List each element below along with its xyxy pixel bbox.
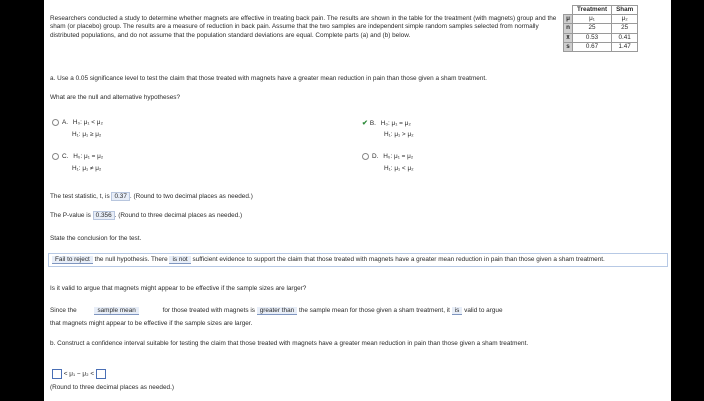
data-table — [563, 5, 638, 52]
alt-hypothesis: H₁: μ₁ < μ₂ — [384, 165, 414, 172]
part-a-question: a. Use a 0.05 significance level to test the claim that those treated with magnets have a greater mean reduction in pain than those given a sham treatment. — [50, 75, 487, 82]
checkmark-icon: ✔ — [362, 120, 368, 127]
cell: 25 — [612, 24, 638, 33]
row-label: n — [564, 24, 573, 33]
cell: 0.67 — [573, 42, 612, 51]
header-sham: Sham — [612, 6, 638, 15]
part-b-question: b. Construct a confidence interval suitable for testing the claim that those treated with magnets have a greater mean reduction in pain than those given a sham treatment. — [50, 340, 529, 347]
since-statement-end: that magnets might appear to be effective if the sample sizes are larger. — [50, 320, 253, 327]
radio-button[interactable] — [362, 153, 369, 160]
null-hypothesis: H₀: μ₁ = μ₂ — [380, 120, 411, 127]
test-statistic-line: The test statistic, t, is 0.37 . (Round to two decimal places as needed.) — [50, 193, 253, 200]
row-label: μ — [564, 15, 573, 24]
option-c[interactable]: C. H₀: μ₁ = μ₂ — [52, 153, 103, 162]
header-treatment: Treatment — [573, 6, 612, 15]
table-row — [564, 24, 638, 33]
cell: 1.47 — [612, 42, 638, 51]
alt-hypothesis: H₁: μ₁ ≠ μ₂ — [72, 165, 102, 172]
row-label: x̄ — [564, 33, 573, 42]
cell: μ₂ — [612, 15, 638, 24]
confidence-interval — [52, 369, 106, 379]
hypotheses-question: What are the null and alternative hypotheses? — [50, 94, 181, 101]
comparison-dropdown[interactable]: greater than — [257, 307, 297, 315]
cell: 0.41 — [612, 33, 638, 42]
cell: 0.53 — [573, 33, 612, 42]
validity-dropdown[interactable]: is — [452, 307, 463, 315]
radio-button[interactable] — [52, 119, 59, 126]
null-hypothesis: H₀: μ₁ < μ₂ — [72, 119, 103, 127]
row-label: s — [564, 42, 573, 51]
cell: μ₁ — [573, 15, 612, 24]
test-statistic-answer[interactable]: 0.37 — [111, 192, 129, 201]
table-row — [564, 15, 638, 24]
table-row — [564, 42, 638, 51]
conclusion-box: Fail to reject the null hypothesis. There is not sufficient evidence to support the claim that those treated with magnets have a greater mean reduction in pain than those given a sham treatment. — [48, 253, 668, 267]
interval-middle: < μ₁ − μ₂ < — [63, 370, 95, 378]
p-value-line: The P-value is 0.356 . (Round to three decimal places as needed.) — [50, 212, 243, 219]
statistic-dropdown[interactable]: sample mean — [94, 307, 138, 315]
option-b[interactable]: ✔ B. H₀: μ₁ = μ₂ — [362, 120, 411, 127]
rounding-note: (Round to three decimal places as needed.) — [50, 384, 174, 391]
null-hypothesis: H₀: μ₁ = μ₂ — [73, 153, 104, 161]
upper-bound-input[interactable] — [96, 369, 106, 379]
null-hypothesis: H₀: μ₁ = μ₂ — [383, 153, 414, 161]
lower-bound-input[interactable] — [52, 369, 62, 379]
validity-question: Is it valid to argue that magnets might appear to be effective if the sample sizes are larger? — [50, 285, 307, 292]
evidence-dropdown[interactable]: is not — [169, 256, 190, 264]
alt-hypothesis: H₁: μ₁ > μ₂ — [384, 131, 414, 138]
problem-intro: Researchers conducted a study to determine whether magnets are effective in treating back pain. The results are shown in the table for the treatment (with magnets) group and the sham (or placebo) group. The results are a measure of reduction in back pain. Assume that the two samples are independent simple random samples selected from normally distributed populations, and do not assume that the population standard deviations are equal. Complete parts (a) and (b) below. — [50, 15, 557, 39]
option-a[interactable]: A. H₀: μ₁ < μ₂ — [52, 119, 103, 128]
option-d[interactable]: D. H₀: μ₁ = μ₂ — [362, 153, 413, 162]
conclusion-label: State the conclusion for the test. — [50, 235, 142, 242]
question-page — [44, 0, 671, 401]
since-statement: Since the sample mean for those treated with magnets is greater than the sample mean for those given a sham treatment, it is valid to argue — [50, 307, 503, 314]
cell: 25 — [573, 24, 612, 33]
p-value-answer[interactable]: 0.356 — [93, 211, 115, 220]
alt-hypothesis: H₁: μ₁ ≥ μ₂ — [72, 131, 102, 138]
reject-dropdown[interactable]: Fail to reject — [52, 256, 93, 264]
radio-button[interactable] — [52, 153, 59, 160]
table-row — [564, 33, 638, 42]
